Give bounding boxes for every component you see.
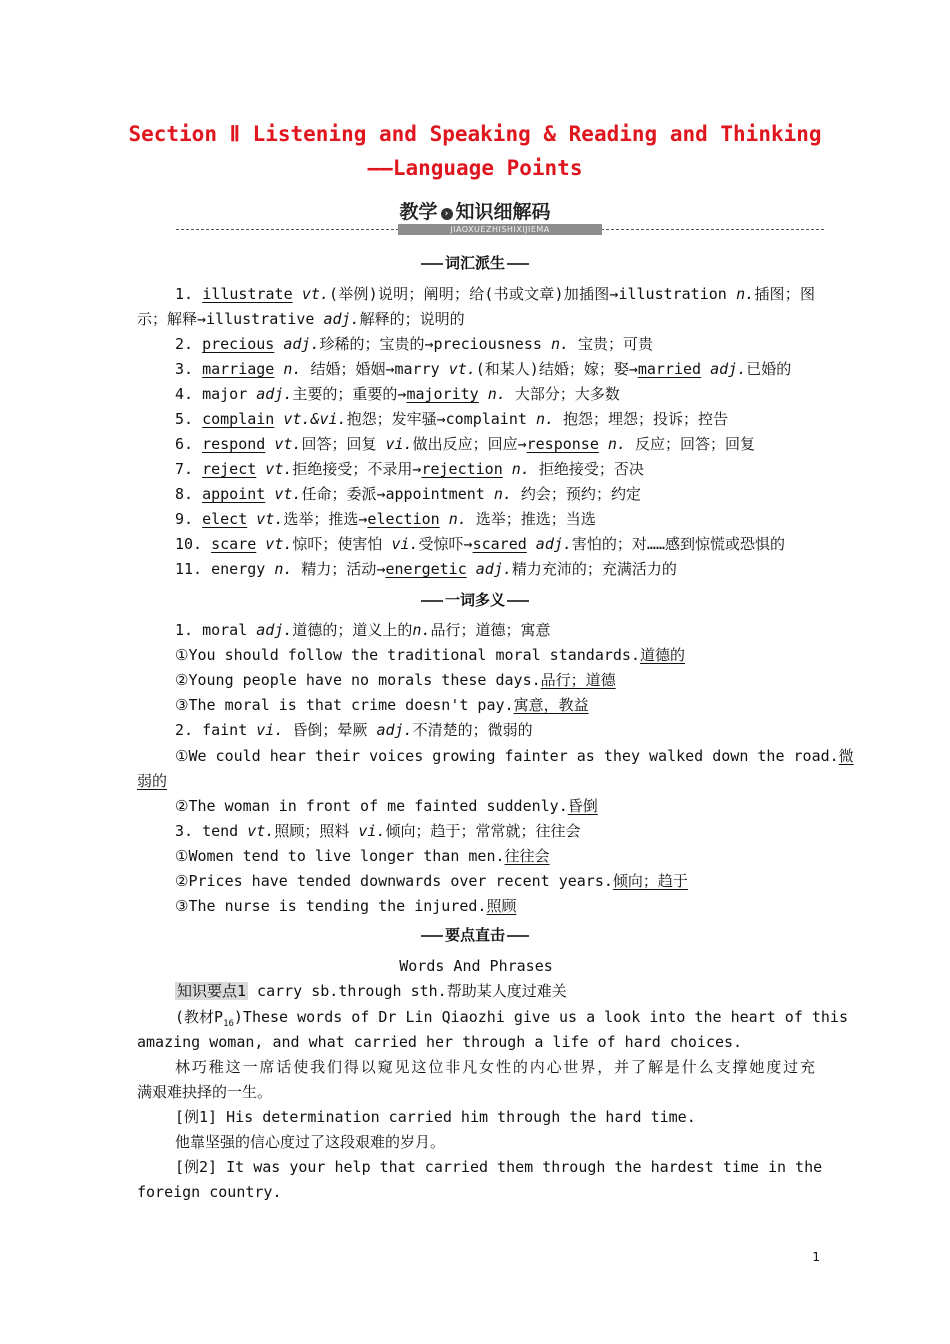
example-1-translation: 他靠坚强的信心度过了这段艰难的岁月。: [175, 1133, 446, 1151]
example-sentence: ③The nurse is tending the injured.照顾: [175, 897, 517, 915]
textbook-quote-cont: amazing woman, and what carried her through a life of hard choices.: [137, 1033, 743, 1051]
quote-translation-cont: 满艰难抉择的一生。: [137, 1083, 273, 1101]
banner-left-text: 教学: [399, 201, 438, 223]
knowledge-tag: 知识要点1: [177, 982, 247, 1000]
section-heading-key-points: 要点直击: [0, 925, 950, 947]
knowledge-point-1: 知识要点1 carry sb.through sth.帮助某人度过难关: [177, 982, 567, 1000]
example-1: [例1] His determination carried him through the hard time.: [175, 1108, 696, 1126]
vocab-item-1: 1. illustrate vt.(举例)说明；阐明；给(书或文章)加插图→illustration n.插图；图: [175, 285, 815, 303]
textbook-quote: (教材$P_{16})These$ words of Dr Lin Qiaozhi give us a look into the heart of this: [175, 1008, 848, 1029]
vocab-item-9: 9. elect vt.选举；推选→election n. 选举；推选；当选: [175, 510, 596, 528]
section-heading-derivation: 词汇派生: [0, 253, 950, 275]
example-2: [例2] It was your help that carried them through the hardest time in the: [175, 1158, 823, 1176]
example-sentence: ①We could hear their voices growing fainter as they walked down the road.微: [175, 747, 854, 765]
page-number: 1: [812, 1250, 820, 1264]
vocab-item-8: 8. appoint vt.任命；委派→appointment n. 约会；预约；约定: [175, 485, 641, 503]
example-sentence: ①Women tend to live longer than men.往往会: [175, 847, 550, 865]
example-sentence-cont: 弱的: [137, 772, 168, 790]
points-subtitle: Words And Phrases: [399, 957, 553, 975]
page-title-line2: ——Language Points: [367, 156, 583, 180]
vocab-item-6: 6. respond vt.回答；回复 vi.做出反应；回应→response n. 反应；回答；回复: [175, 435, 756, 453]
vocab-item-1-cont: 示；解释→illustrative adj.解释的；说明的: [137, 310, 465, 328]
vocab-item-2: 2. precious adj.珍稀的；宝贵的→preciousness n. 宝贵；可贵: [175, 335, 654, 353]
banner-pinyin: JIAOXUEZHISHIXIJIEMA: [398, 224, 602, 235]
vocab-item-5: 5. complain vt.&vi.抱怨；发牢骚→complaint n. 抱怨；埋怨；投诉；控告: [175, 410, 729, 428]
page-title-line1: Section Ⅱ Listening and Speaking & Reading and Thinking: [128, 122, 822, 146]
quote-translation: 林巧稚这一席话使我们得以窥见这位非凡女性的内心世界，并了解是什么支撑她度过充: [175, 1058, 815, 1076]
polysemy-item-2: 2. faint vi. 昏倒；晕厥 adj.不清楚的；微弱的: [175, 721, 533, 739]
banner-right-text: 知识细解码: [455, 201, 551, 223]
example-sentence: ②The woman in front of me fainted suddenly.昏倒: [175, 797, 598, 815]
example-sentence: ②Young people have no morals these days.品行；道德: [175, 671, 616, 689]
vocab-item-10: 10. scare vt.惊吓；使害怕 vi.受惊吓→scared adj.害怕的；对……感到惊慌或恐惧的: [175, 535, 785, 553]
section-heading-polysemy: 一词多义: [0, 590, 950, 612]
vocab-item-7: 7. reject vt.拒绝接受；不录用→rejection n. 拒绝接受；否决: [175, 460, 644, 478]
vocab-item-4: 4. major adj.主要的；重要的→majority n. 大部分；大多数: [175, 385, 620, 403]
section-banner: [0, 197, 950, 224]
example-sentence: ③The moral is that crime doesn't pay.寓意，教益: [175, 696, 589, 714]
polysemy-item-1: 1. moral adj.道德的；道义上的n.品行；道德；寓意: [175, 621, 551, 639]
vocab-item-3: 3. marriage n. 结婚；婚姻→marry vt.(和某人)结婚；嫁；娶→married adj.已婚的: [175, 360, 792, 378]
vocab-item-11: 11. energy n. 精力；活动→energetic adj.精力充沛的；充满活力的: [175, 560, 677, 578]
example-2-cont: foreign country.: [137, 1183, 282, 1201]
arrow-icon: ›: [441, 208, 453, 220]
example-sentence: ①You should follow the traditional moral standards.道德的: [175, 646, 686, 664]
polysemy-item-3: 3. tend vt.照顾；照料 vi.倾向；趋于；常常就；往往会: [175, 822, 581, 840]
example-sentence: ②Prices have tended downwards over recent years.倾向；趋于: [175, 872, 688, 890]
